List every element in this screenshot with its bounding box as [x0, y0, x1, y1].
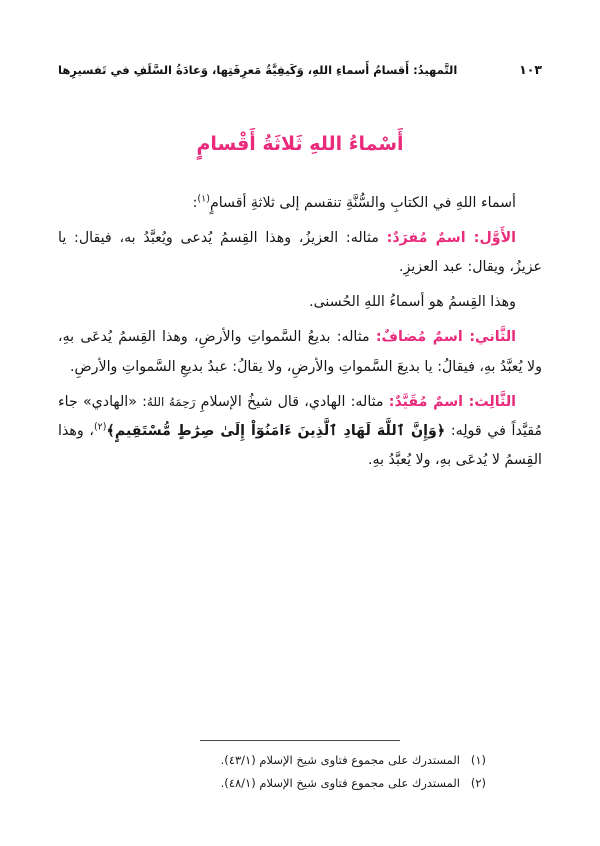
page-title: أَسْماءُ اللهِ ثَلاثَةُ أَقْسامٍ	[196, 133, 404, 155]
paragraph-intro-tail: :	[192, 195, 198, 211]
footnote-item	[58, 749, 542, 771]
paragraph-intro	[58, 189, 542, 218]
footnote-marker: (١)	[470, 753, 486, 768]
paragraph-third-text: مثاله: الهادي، قال شيخُ الإسلامِ	[195, 393, 389, 410]
body-text	[58, 189, 542, 475]
footnote-ref-2: (٢)	[93, 421, 107, 433]
running-header-text: التَّمهيدُ: أَقسامُ أَسماءِ اللهِ، وَكَيفِيَّةُ مَعرِفَتِها، وَعادَةُ السَّلَفِ في تَفسيرِها	[58, 63, 458, 77]
footnote-ref-1: (١)	[197, 193, 210, 205]
footnote-marker: (٢)	[470, 775, 486, 790]
paragraph-third-lead: الثَّالِث: اسمٌ مُقَيَّدٌ:	[388, 393, 517, 410]
paragraph-first-lead: الأَوَّل: اسمٌ مُفرَدٌ:	[386, 230, 517, 247]
footnote-text: المستدرك على مجموع فتاوى شيخ الإسلام (٤٨/١).	[220, 775, 460, 790]
honorific-symbol: رَحِمَهُ اللهُ	[146, 394, 196, 409]
paragraph-second-lead: الثَّاني: اسمٌ مُضافٌ:	[375, 329, 517, 346]
paragraph-third	[58, 388, 542, 475]
footnote-area	[58, 740, 542, 794]
paragraph-first-note	[58, 288, 542, 317]
footnote-text: المستدرك على مجموع فتاوى شيخ الإسلام (٤٣/١).	[220, 753, 460, 768]
paragraph-third-tail: ، وهذا القِسمُ لا يُدعَى بهِ، ولا يُعبَّدُ بهِ.	[58, 422, 542, 468]
paragraph-first	[58, 224, 542, 282]
running-header	[58, 62, 542, 81]
paragraph-first-note-text: وهذا القِسمُ هو أسماءُ اللهِ الحُسنى.	[309, 294, 516, 311]
paragraph-second	[58, 323, 542, 381]
paragraph-third-text2: : «الهادي» جاء مُقيَّداً في قولِه:	[58, 393, 543, 439]
paragraph-second-text: مثاله: بديعُ السَّمواتِ والأرضِ، وهذا القِسمُ يُدعَى بهِ، ولا يُعبَّدُ بهِ، فيقالُ: يا بديعَ السَّمواتِ والأرضِ، ولا يقالُ: عبدُ بديعِ السَّمواتِ والأرضِ.	[58, 329, 542, 375]
page-number: ١٠٣	[519, 62, 542, 77]
paragraph-intro-text: أسماء اللهِ في الكتابِ والسُّنَّةِ تنقسم إلى ثلاثةِ أقسامٍ	[209, 195, 516, 211]
footnote-item	[58, 772, 542, 794]
quran-quote: ﴿وَإِنَّ ٱللَّهَ لَهَادِ ٱلَّذِينَ ءَامَنُوٓاْ إِلَىٰ صِرَٰطٍ مُّسْتَقِيمٍ﴾	[106, 422, 446, 439]
footnote-divider	[200, 740, 400, 741]
paragraph-first-text: مثاله: العزيزُ، وهذا القِسمُ يُدعى ويُعبَّدُ به، فيقال: يا عزيزُ، ويقال: عبد العزيزِ.	[58, 230, 542, 276]
